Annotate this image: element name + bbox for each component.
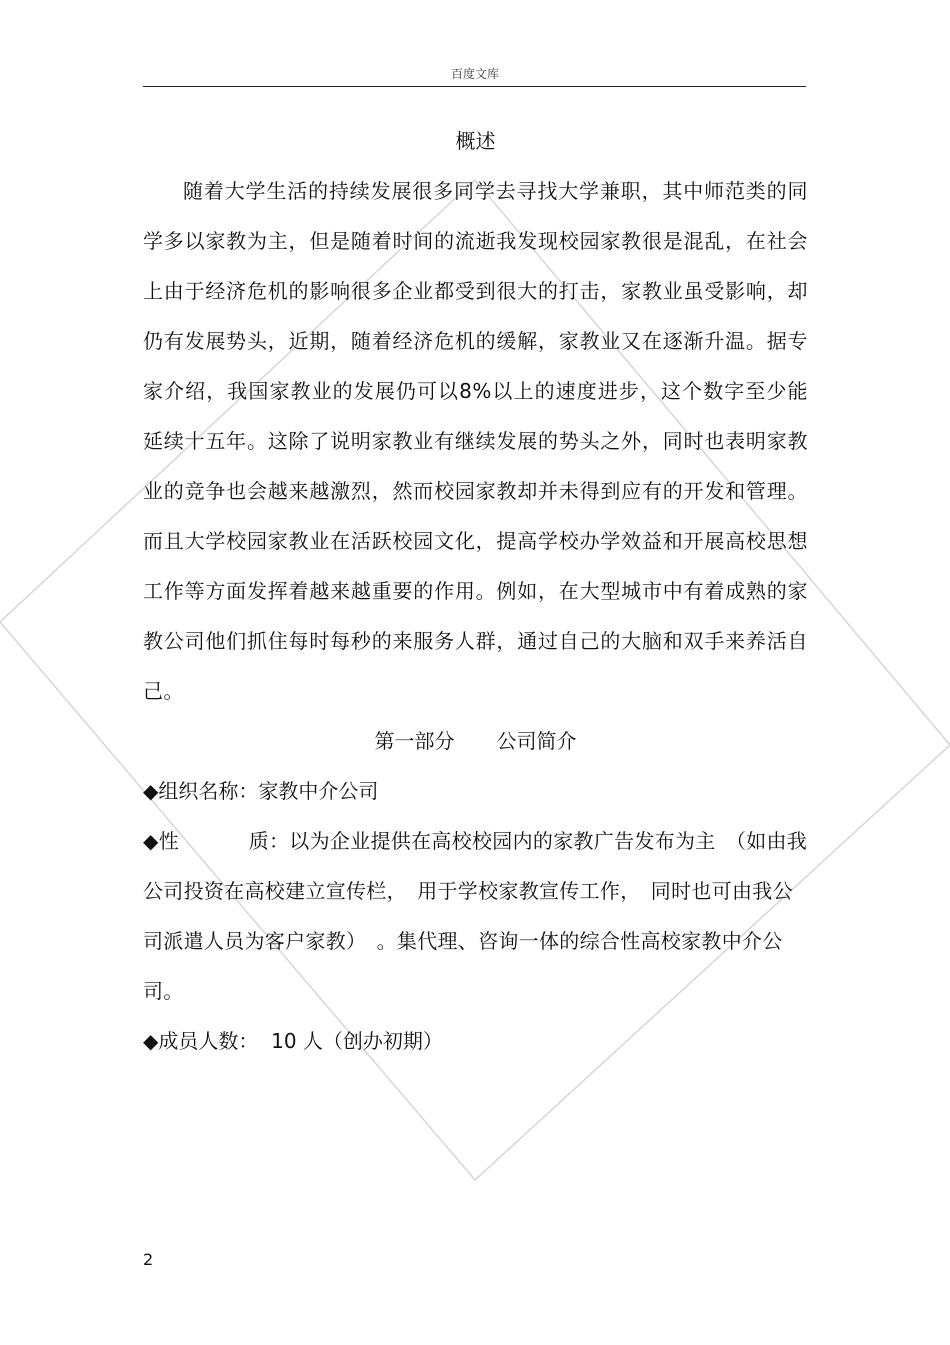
members-item — [143, 1016, 808, 1066]
members-value: 10 人（创办初期） — [271, 1029, 443, 1053]
page-number: 2 — [143, 1250, 154, 1269]
section-part-label: 第一部分 — [374, 729, 455, 753]
nature-label-second: 质： — [248, 829, 290, 853]
nature-label-first: 性 — [158, 829, 179, 853]
overview-paragraph: 随着大学生活的持续发展很多同学去寻找大学兼职，其中师范类的同学多以家教为主，但是随着时间的流逝我发现校园家教很是混乱，在社会上由于经济危机的影响很多企业都受到很大的打击，家教业虽受影响，却仍有发展势头，近期，随着经济危机的缓解，家教业又在逐渐升温。据专家介绍，我国家教业的发展仍可以8%以上的速度进步，这个数字至少能延续十五年。这除了说明家教业有继续发展的势头之外，同时也表明家教业的竞争也会越来越激烈，然而校园家教却并未得到应有的开发和管理。而且大学校园家教业在活跃校园文化，提高学校办学效益和开展高校思想工作等方面发挥着越来越重要的作用。例如，在大型城市中有着成熟的家教公司他们抓住每时每秒的来服务人群，通过自己的大脑和双手来养活自己。 — [143, 179, 808, 703]
org-name-label: 组织名称： — [158, 779, 259, 803]
document-body — [143, 116, 808, 1066]
nature-value: 以为企业提供在高校校园内的家教广告发布为主 （如由我公司投资在高校建立宣传栏， 用于学校家教宣传工作， 同时也可由我公司派遣人员为客户家教） 。集代理、咨询一体的综合性高校家教中介公司。 — [143, 829, 808, 1003]
org-name-value: 家教中介公司 — [258, 779, 379, 803]
page-title: 概述 — [455, 129, 496, 153]
bullet-icon: ◆ — [143, 1029, 159, 1053]
bullet-icon: ◆ — [143, 779, 159, 803]
members-label: 成员人数： — [158, 1029, 259, 1053]
header-divider — [143, 86, 806, 87]
bullet-icon: ◆ — [143, 829, 159, 853]
section-name: 公司简介 — [496, 729, 577, 753]
section-heading — [143, 716, 808, 766]
org-name-item — [143, 766, 808, 816]
nature-item — [143, 816, 808, 1016]
page-header-text: 百度文库 — [450, 67, 499, 81]
